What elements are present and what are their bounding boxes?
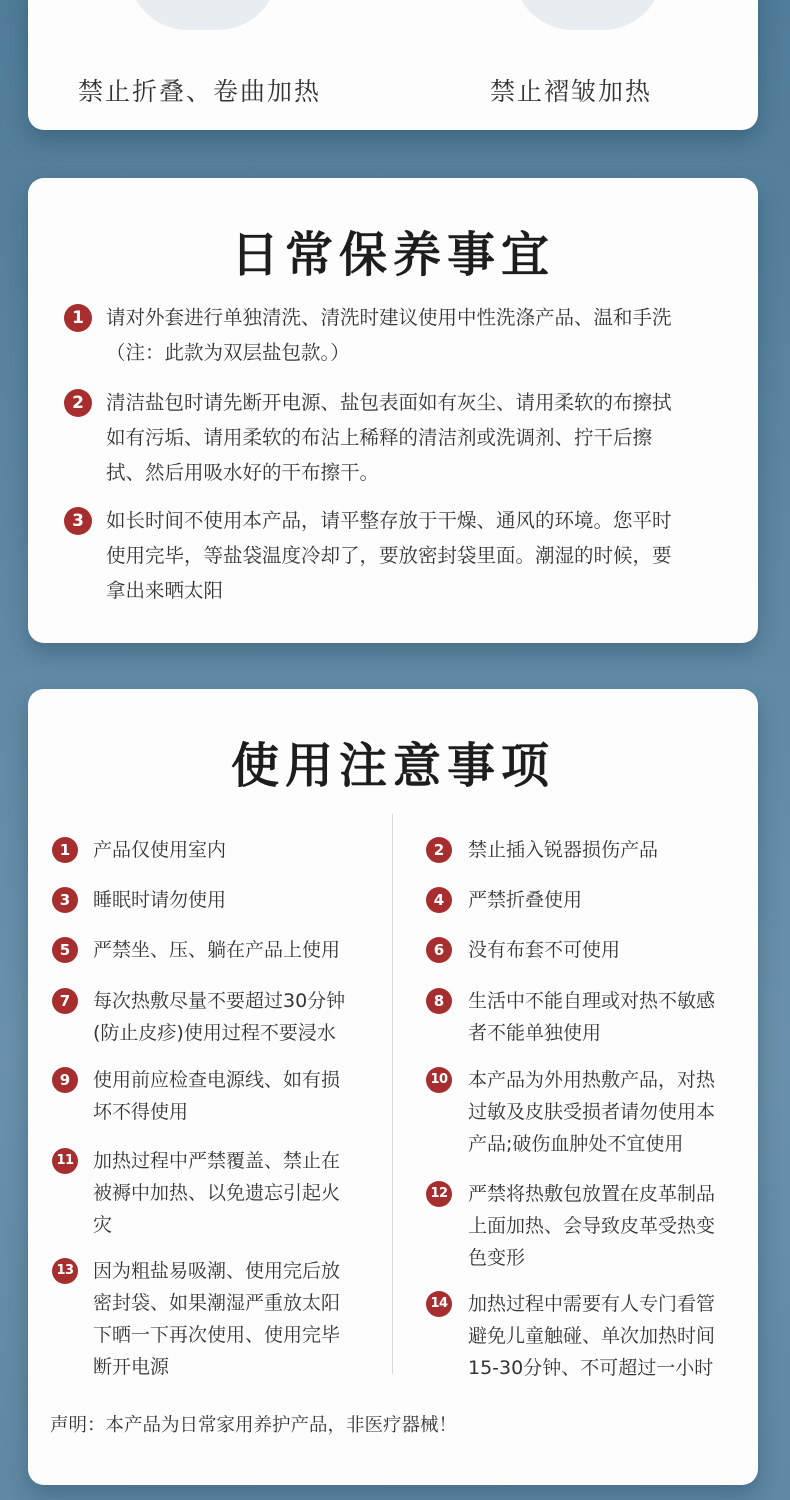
usage-item-13: 因为粗盐易吸潮、使用完后放 密封袋、如果潮湿严重放太阳 下晒一下再次使用、使用完毕 断开电源 — [93, 1260, 341, 1378]
usage-item-2: 禁止插入锐器损伤产品 — [468, 839, 659, 861]
product-illustration — [128, 0, 278, 30]
number-badge: 14 — [426, 1291, 452, 1317]
care-title: 日常保养事宜 — [230, 227, 555, 283]
usage-item-7: 每次热敷尽量不要超过30分钟 (防止皮疹)使用过程不要浸水 — [93, 990, 346, 1044]
usage-item-4: 严禁折叠使用 — [468, 889, 583, 911]
number-badge: 5 — [52, 937, 78, 963]
usage-item-5: 严禁坐、压、躺在产品上使用 — [93, 939, 341, 961]
number-badge: 10 — [426, 1067, 452, 1093]
care-card — [28, 178, 758, 643]
usage-item-9: 使用前应检查电源线、如有损 坏不得使用 — [93, 1069, 341, 1123]
usage-item-12: 严禁将热敷包放置在皮革制品 上面加热、会导致皮革受热变 色变形 — [468, 1183, 716, 1269]
warning-card — [28, 0, 758, 130]
number-badge: 9 — [52, 1067, 78, 1093]
warning-label-fold: 禁止折叠、卷曲加热 — [78, 77, 322, 106]
number-badge: 6 — [426, 937, 452, 963]
number-badge: 11 — [52, 1148, 78, 1174]
usage-item-6: 没有布套不可使用 — [468, 939, 621, 961]
usage-item-14: 加热过程中需要有人专门看管 避免儿童触碰、单次加热时间 15-30分钟、不可超过一小时 — [468, 1293, 716, 1379]
column-divider — [392, 814, 393, 1374]
number-badge: 3 — [52, 887, 78, 913]
number-badge: 1 — [64, 304, 92, 332]
care-item-2: 清洁盐包时请先断开电源、盐包表面如有灰尘、请用柔软的布擦拭 如有污垢、请用柔软的布沾上稀释的清洁剂或洗调剂、拧干后擦 拭、然后用吸水好的干布擦干。 — [106, 391, 672, 484]
usage-card — [28, 689, 758, 1485]
number-badge: 1 — [52, 837, 78, 863]
disclaimer: 声明：本产品为日常家用养护产品，非医疗器械！ — [50, 1415, 458, 1436]
care-item-1: 请对外套进行单独清洗、清洗时建议使用中性洗涤产品、温和手洗 （注：此款为双层盐包款。） — [106, 306, 672, 364]
number-badge: 2 — [64, 389, 92, 417]
product-illustration — [513, 0, 663, 30]
usage-item-1: 产品仅使用室内 — [93, 839, 227, 861]
number-badge: 7 — [52, 988, 78, 1014]
number-badge: 8 — [426, 988, 452, 1014]
number-badge: 2 — [426, 837, 452, 863]
usage-title: 使用注意事项 — [230, 738, 555, 794]
number-badge: 4 — [426, 887, 452, 913]
warning-label-wrinkle: 禁止褶皱加热 — [490, 77, 653, 106]
usage-item-10: 本产品为外用热敷产品，对热 过敏及皮肤受损者请勿使用本 产品;破伤血肿处不宜使用 — [468, 1069, 716, 1155]
usage-item-8: 生活中不能自理或对热不敏感 者不能单独使用 — [468, 990, 716, 1044]
usage-item-11: 加热过程中严禁覆盖、禁止在 被褥中加热、以免遗忘引起火 灾 — [93, 1150, 341, 1236]
usage-item-3: 睡眠时请勿使用 — [93, 889, 227, 911]
care-item-3: 如长时间不使用本产品，请平整存放于干燥、通风的环境。您平时 使用完毕，等盐袋温度冷却了，要放密封袋里面。潮湿的时候，要 拿出来晒太阳 — [106, 509, 672, 602]
number-badge: 13 — [52, 1258, 78, 1284]
number-badge: 3 — [64, 507, 92, 535]
number-badge: 12 — [426, 1181, 452, 1207]
